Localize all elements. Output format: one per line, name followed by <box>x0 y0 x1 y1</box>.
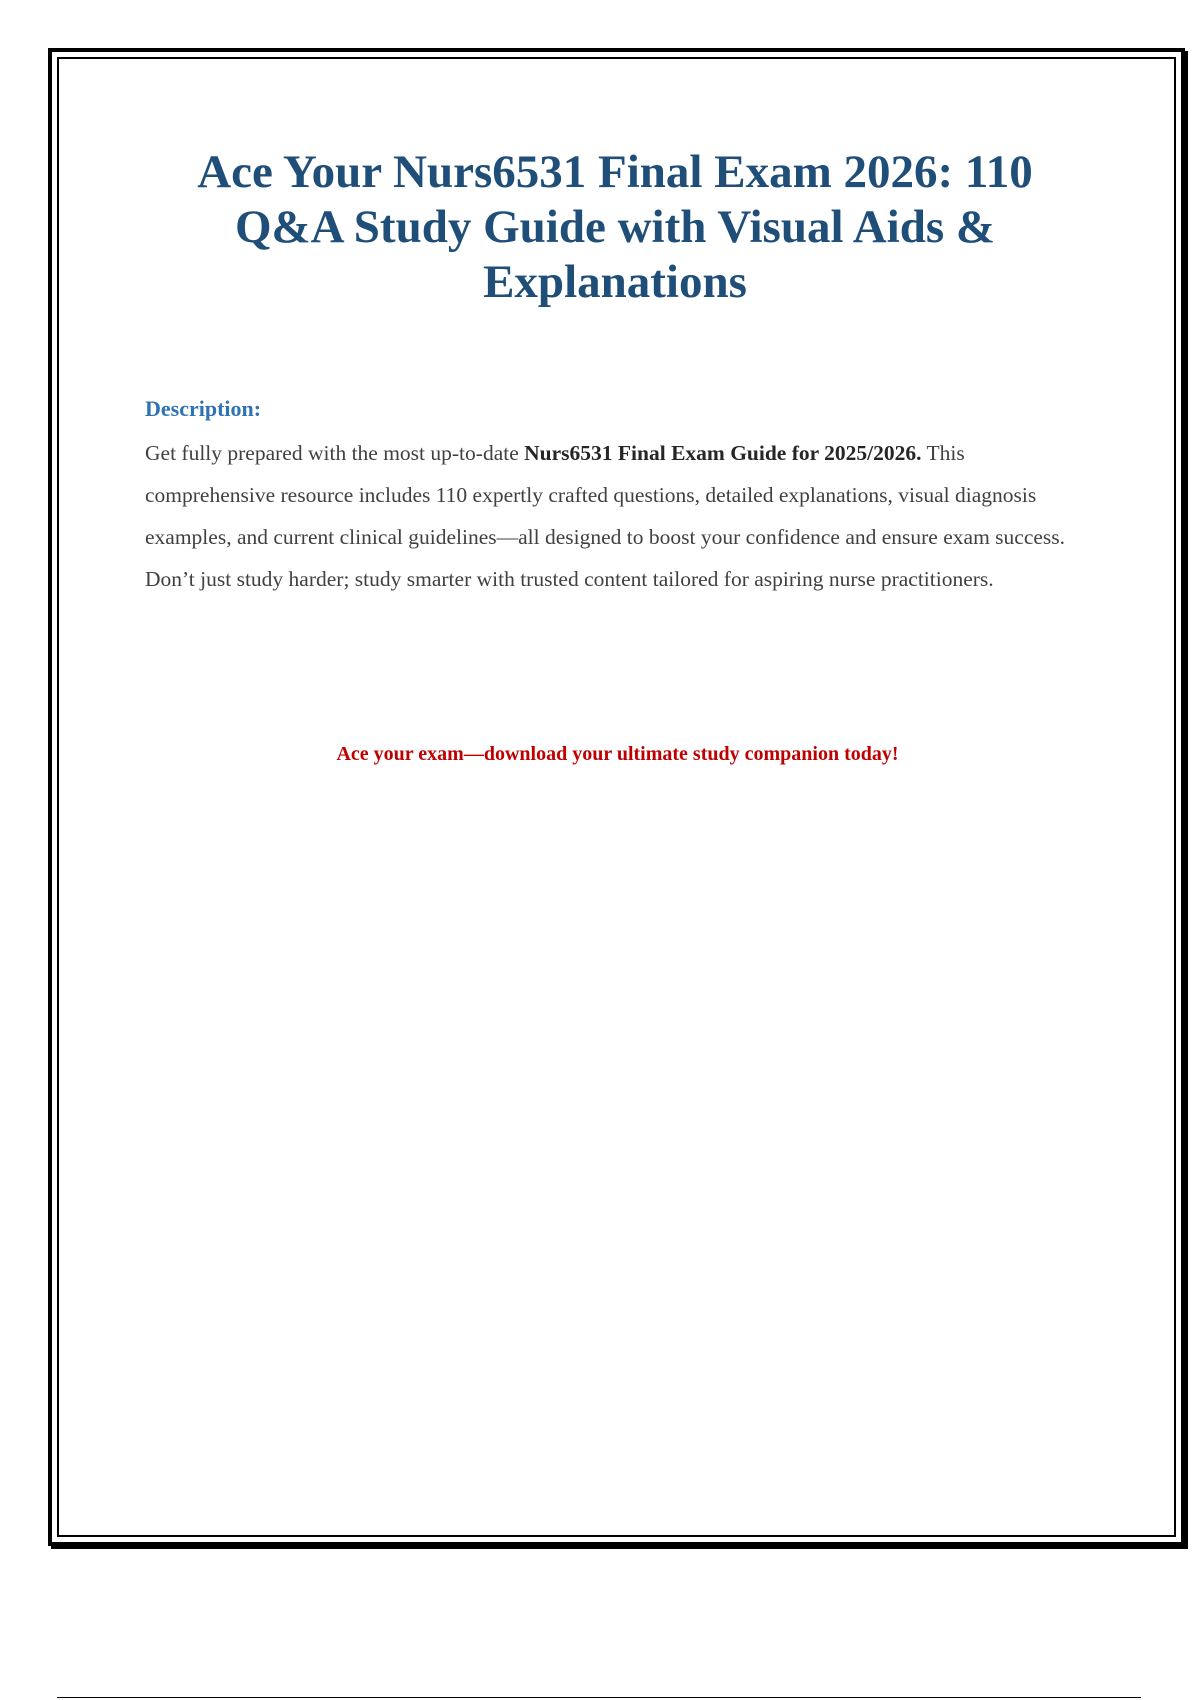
description-paragraph <box>145 432 1075 600</box>
description-label: Description: <box>145 396 262 421</box>
call-to-action: Ace your exam—download your ultimate study companion today! <box>336 743 899 765</box>
document-title: Ace Your Nurs6531 Final Exam 2026: 110 Q&A Study Guide with Visual Aids & Explanations <box>197 146 1033 308</box>
description-intro: Get fully prepared with the most up-to-date <box>145 441 525 465</box>
footer-divider <box>57 1697 1141 1698</box>
description-body: This comprehensive resource includes 110 expertly crafted questions, detailed explanations, visual diagnosis examples, and current clinical guidelines—all designed to boost your confidence and ensure exam success. Don’t just study harder; study smarter with trusted content tailored for aspiring nurse practitioners. <box>145 441 1066 591</box>
description-highlight: Nurs6531 Final Exam Guide for 2025/2026. <box>524 441 922 465</box>
